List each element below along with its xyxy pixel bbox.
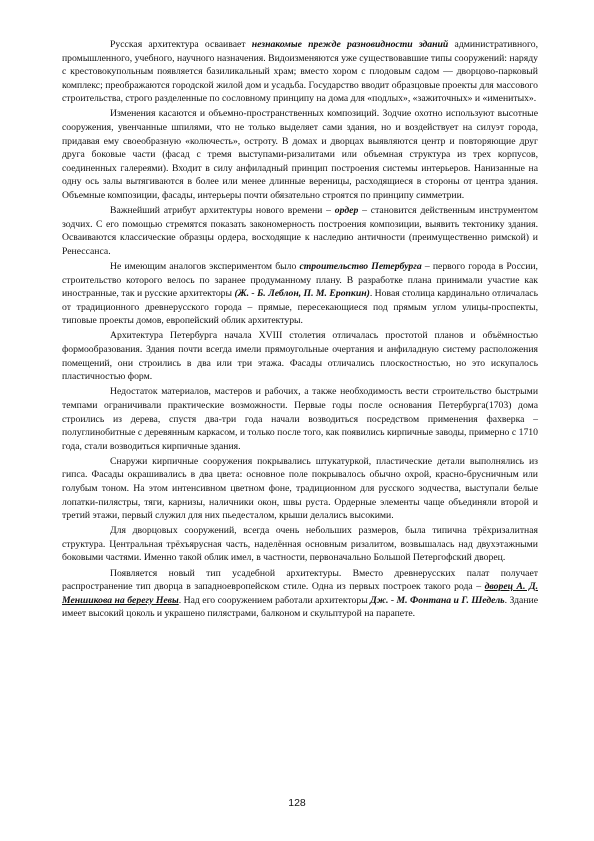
text-run: – первого города в России, строительство которого велось по заранее продуманному плану. В разработке плана принимали участие как иностранные, так и русские архитекторы (62, 261, 538, 300)
emphasized-text: дворец А. Д. Меншикова на берегу Невы (62, 581, 538, 606)
text-run: Архитектура Петербурга начала XVIII столетия отличалась простотой планов и объёмностью формообразования. Здания почти всегда имели прямоугольные очертания и анфиладную систему расположения помещений, они строились в два или три этажа. Фасады отличались плоскостностью, но это искупалось пластичностью форм. (62, 330, 538, 383)
text-run: Русская архитектура осваивает (110, 39, 252, 50)
paragraph (62, 329, 538, 383)
emphasized-text: незнакомые прежде разновидности зданий (251, 39, 449, 50)
text-run: Появляется новый тип усадебной архитектуры. Вместо древнерусских палат получает распространение тип дворца в западноевропейском стиле. Одна из первых построек такого рода – (62, 567, 538, 593)
page-number: 128 (288, 797, 306, 809)
text-run: – становится действенным инструментом зодчих. С его помощью стремятся показать закономерность построения композиции, выявить тектонику здания. Осваиваются классические образцы ордера, восходящие к наследию античности (преимущественно римской) и Ренессанса. (62, 205, 538, 257)
paragraph (62, 204, 538, 258)
emphasized-text: строительство Петербурга (299, 261, 422, 272)
paragraph (62, 385, 538, 453)
paragraph (62, 455, 538, 523)
text-run: . Над его сооружением работали архитекторы (178, 594, 371, 606)
text-run: Для дворцовых сооружений, всегда очень небольших размеров, была типична трёхризалитная структура. Центральная трёхъярусная часть, наделённая основным ризалитом, возвышалась над двухэтажными боковыми частями. Именно такой облик имел, в частности, первоначально Большой Петергофский дворец. (62, 525, 538, 564)
text-run: Изменения касаются и объемно-пространственных композиций. Зодчие охотно используют высотные сооружения, увенчанные шпилями, что не только выделяет сами здания, но и воздействует на силуэт города, придавая ему своеобразную «колючесть», остроту. В домах и дворцах выявляются центр и повторяющие друг друга боковые части (фасад с тремя выступами-ризалитами или объемная структура из трех корпусов, соединенных галереями). Входит в силу анфиладный принцип построения системы интерьеров. Нанизанные на одну ось залы вытягиваются в более или менее длинные вереницы, расходящиеся в стороны от центра здания. Объемные композиции, фасады, интерьеры почти обязательно строятся по принципу симметрии. (62, 108, 538, 202)
paragraph (62, 38, 538, 106)
paragraph (62, 107, 538, 202)
emphasized-text: ордер (334, 205, 359, 217)
emphasized-text: (Ж. - Б. Леблон, П. М. Еропкин) (234, 288, 370, 300)
emphasized-text: Дж. - М. Фонтана и Г. Шедель (370, 594, 505, 606)
text-run: административного, промышленного, учебного, научного назначения. Видоизменяются уже существовавшие типы сооружений: наряду с крестовокупольным появляется базиликальный храм; вместо хором с плодовым садом — дворцово-парковый комплекс; преображаются городской жилой дом и усадьба. Государство вводит образцовые проекты для массового строительства, строго разделенные по сословному принципу на дома для «подлых», «зажиточных» и «именитых». (62, 39, 538, 105)
text-run: Не имеющим аналогов экспериментом было (110, 261, 300, 272)
paragraph (62, 567, 538, 621)
text-run: . Новая столица кардинально отличалась от традиционного древнерусского города – прямые, пересекающиеся под прямым углом улицы-проспекты, типовые проекты домов, европейский облик архитектуры. (62, 288, 538, 327)
paragraph (62, 260, 538, 328)
text-run: Снаружи кирпичные сооружения покрывались штукатуркой, пластические детали выполнялись из гипса. Фасады окрашивались в два цвета: основное поле покрывалось обычно охрой, красно-брусничным или голубым тоном. На этом интенсивном цветном фоне, традиционном для русского зодчества, выступали белые лопатки-пилястры, тяги, карнизы, наличники окон, швы руста. Ордерные элементы чаще объединяли второй и третий этажи, первый служил для них пьедесталом, крыши делались высокими. (62, 455, 538, 522)
text-run: Важнейший атрибут архитектуры нового времени – (110, 205, 335, 217)
paragraph (62, 524, 538, 565)
text-run: . Здание имеет высокий цоколь и украшено пилястрами, балконом и скульптурой на парапете. (62, 594, 538, 620)
text-run: Недостаток материалов, мастеров и рабочих, а также необходимость вести строительство быстрыми темпами ограничивали практические возможности. Первые годы после основания Петербурга(1703) дома строились из дерева, спустя два-три года начали возводиться посредством применения фахверка – полуглинобитные с деревянным каркасом, и только после того, как появились кирпичные заводы, примерно с 1710 года, стали возводиться кирпичные здания. (62, 386, 538, 452)
page-body (62, 38, 538, 622)
